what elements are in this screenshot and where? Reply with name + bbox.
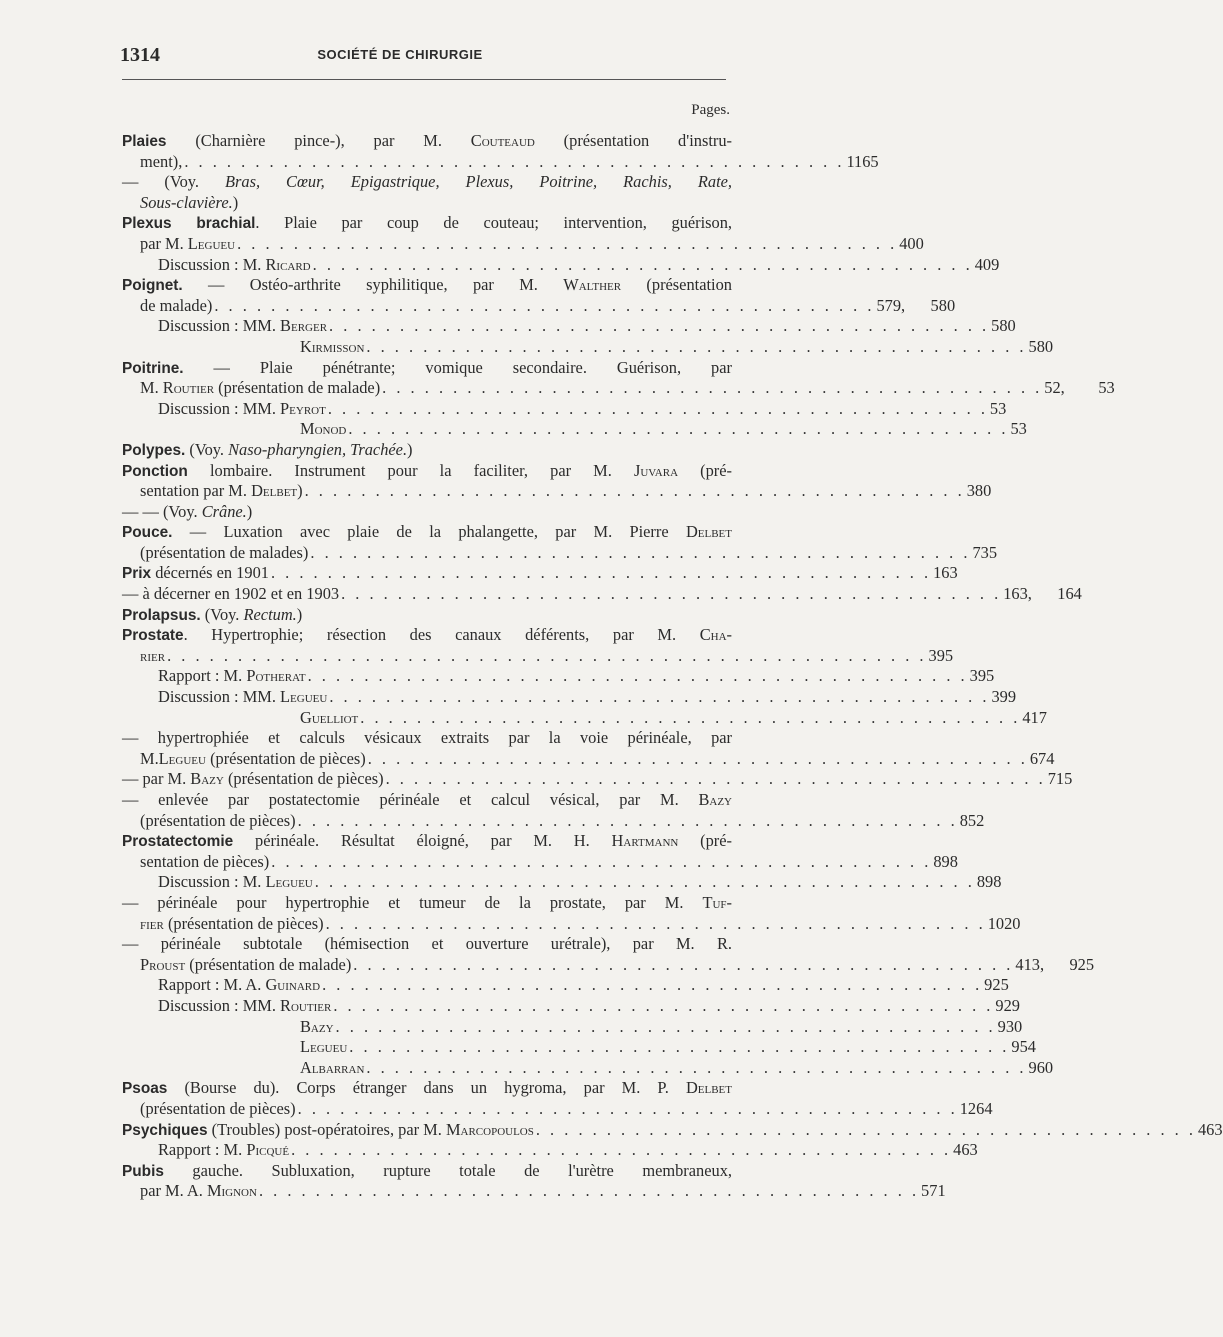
- page-ref: 417: [1022, 707, 1047, 727]
- page-ref: 380: [966, 481, 992, 501]
- index-entry-line: [122, 254, 1000, 276]
- leader-dots: . . . . . . . . . . . . . . . . . . . . . . . . . . . . . . . . . . . . . . . . . . . . . . .: [348, 419, 1009, 439]
- leader-dots: . . . . . . . . . . . . . . . . . . . . . . . . . . . . . . . . . . . . . . . . . . . . . . .: [333, 995, 994, 1015]
- leader-dots: . . . . . . . . . . . . . . . . . . . . . . . . . . . . . . . . . . . . . . . . . . . . . . .: [237, 233, 898, 253]
- page-ref: 674: [1029, 748, 1055, 768]
- entry-text: ment),: [140, 151, 183, 171]
- author-name: Bazy: [698, 790, 732, 809]
- entry-text: ): [232, 192, 239, 212]
- index-entry-line: [122, 1140, 978, 1161]
- leader-dots: . . . . . . . . . . . . . . . . . . . . . . . . . . . . . . . . . . . . . . . . . . . . . . .: [535, 1119, 1196, 1139]
- index-entry-line: [122, 584, 1082, 605]
- entry-text: — enlevée par postatectomie périnéale et calcul vésical, par M.: [122, 790, 699, 809]
- index-entries: [122, 131, 1223, 1202]
- entry-text: gauche. Subluxation, rupture totale de l'urètre membraneux,: [163, 1160, 732, 1180]
- entry-text: — hypertrophiée et calculs vésicaux extraits par la voie périnéale, par: [122, 728, 732, 748]
- entry-text: — Plaie pénétrante; vomique secondaire. Guérison, par: [183, 357, 732, 377]
- page-ref: 1264: [959, 1098, 993, 1118]
- index-entry-line: [122, 563, 958, 584]
- entry-text: sentation par M.: [140, 481, 252, 501]
- page-ref: 580: [991, 316, 1016, 336]
- index-entry-line: [122, 172, 732, 193]
- header-rule: [122, 79, 726, 80]
- author-name: Albarran: [300, 1057, 365, 1077]
- entry-text: (présentation de pièces): [140, 1098, 296, 1118]
- author-name: Ricard: [265, 254, 311, 274]
- index-entry-line: [122, 522, 732, 543]
- entry-text: . Hypertrophie; résection des canaux déférents, par M.: [183, 625, 700, 645]
- page-ref: 409: [974, 254, 1000, 274]
- index-entry-line: [122, 625, 732, 646]
- entry-text: (présentation de malade): [214, 378, 381, 398]
- index-entry-line: [122, 233, 924, 255]
- leader-dots: . . . . . . . . . . . . . . . . . . . . . . . . . . . . . . . . . . . . . . . . . . . . . . .: [258, 1181, 920, 1201]
- leader-dots: . . . . . . . . . . . . . . . . . . . . . . . . . . . . . . . . . . . . . . . . . . . . . . .: [297, 1098, 958, 1118]
- author-name: Guinard: [265, 975, 321, 995]
- author-name: Legueu: [300, 1037, 348, 1057]
- entry-keyword: Pubis: [122, 1162, 164, 1180]
- index-entry-line: [122, 893, 732, 914]
- page-ref: 852: [959, 810, 985, 830]
- index-entry-line: [122, 502, 732, 523]
- leader-dots: . . . . . . . . . . . . . . . . . . . . . . . . . . . . . . . . . . . . . . . . . . . . . . .: [312, 254, 973, 274]
- page-ref: 399: [991, 687, 1017, 707]
- index-entry-line: [122, 748, 1055, 770]
- leader-dots: . . . . . . . . . . . . . . . . . . . . . . . . . . . . . . . . . . . . . . . . . . . . . . .: [360, 707, 1021, 727]
- entry-keyword: Prolapsus.: [122, 606, 201, 624]
- leader-dots: . . . . . . . . . . . . . . . . . . . . . . . . . . . . . . . . . . . . . . . . . . . . . . .: [297, 810, 958, 830]
- leader-dots: . . . . . . . . . . . . . . . . . . . . . . . . . . . . . . . . . . . . . . . . . . . . . . .: [329, 316, 990, 336]
- index-entry-line: [122, 605, 732, 626]
- index-entry-line: [122, 934, 732, 955]
- page-ref: 898: [933, 851, 958, 871]
- index-entry-line: [122, 666, 995, 687]
- leader-dots: . . . . . . . . . . . . . . . . . . . . . . . . . . . . . . . . . . . . . . . . . . . . . . .: [327, 398, 988, 418]
- index-entry-line: [122, 193, 732, 214]
- index-entry-line: [122, 872, 1002, 893]
- pages-label: Pages.: [691, 102, 730, 118]
- author-name: Cha-: [699, 625, 732, 645]
- page-ref: 395: [969, 666, 995, 686]
- entry-text: — à décerner en 1902 et en 1903: [122, 584, 340, 604]
- page-ref: 163: [933, 563, 958, 583]
- page-ref: 1165: [846, 151, 879, 171]
- entry-keyword: Plexus brachial: [122, 215, 256, 233]
- page-ref: 53: [1010, 419, 1027, 439]
- entry-text: (présentation de pièces): [223, 769, 384, 789]
- entry-text: — Ostéo-arthrite syphilitique, par M.: [182, 275, 564, 295]
- entry-text: (présentation de pièces): [205, 748, 366, 768]
- entry-text: — Luxation avec plaie de la phalangette, par M. Pierre: [172, 522, 686, 542]
- author-name: Tuf-: [702, 892, 732, 912]
- cross-reference: Naso-pharyngien, Trachée.: [228, 439, 408, 459]
- index-entry-line: [122, 769, 1073, 790]
- running-title: SOCIÉTÉ DE CHIRURGIE: [317, 47, 483, 62]
- leader-dots: . . . . . . . . . . . . . . . . . . . . . . . . . . . . . . . . . . . . . . . . . . . . . . .: [310, 542, 971, 562]
- index-entry-line: [122, 1078, 732, 1099]
- author-name: Couteaud: [470, 131, 535, 150]
- cross-reference: Bras, Cœur, Epigastrique, Plexus, Poitrine, Rachis, Rate,: [225, 172, 732, 192]
- leader-dots: . . . . . . . . . . . . . . . . . . . . . . . . . . . . . . . . . . . . . . . . . . . . . . .: [385, 769, 1046, 789]
- author-name: Legueu: [187, 233, 236, 253]
- entry-text: Rapport : M.: [158, 666, 247, 686]
- leader-dots: . . . . . . . . . . . . . . . . . . . . . . . . . . . . . . . . . . . . . . . . . . . . . . .: [382, 378, 1043, 398]
- index-entry-line: [122, 707, 1047, 729]
- entry-text: — périnéale pour hypertrophie et tumeur de la prostate, par M.: [122, 892, 703, 912]
- author-name: Marcopoulos: [445, 1119, 534, 1139]
- author-name: Delbet: [251, 481, 298, 501]
- leader-dots: . . . . . . . . . . . . . . . . . . . . . . . . . . . . . . . . . . . . . . . . . . . . . . .: [349, 1037, 1010, 1057]
- page-number: 1314: [120, 44, 160, 66]
- author-name: Berger: [280, 316, 328, 336]
- page-ref: 960: [1028, 1057, 1054, 1077]
- entry-text: M.: [140, 748, 159, 768]
- entry-text: Discussion : MM.: [158, 398, 281, 418]
- leader-dots: . . . . . . . . . . . . . . . . . . . . . . . . . . . . . . . . . . . . . . . . . . . . . . .: [341, 584, 1002, 604]
- page-ref: 930: [997, 1016, 1023, 1036]
- page-ref: 571: [921, 1181, 946, 1201]
- entry-text: (présentation d'instru-: [534, 131, 732, 150]
- page-ref: 164: [1057, 584, 1082, 604]
- entry-text: Discussion : MM.: [158, 995, 281, 1015]
- entry-text: Discussion : MM.: [158, 687, 281, 707]
- index-entry-line: [122, 975, 1009, 996]
- leader-dots: . . . . . . . . . . . . . . . . . . . . . . . . . . . . . . . . . . . . . . . . . . . . . . .: [329, 687, 990, 707]
- author-name: Guelliot: [300, 707, 359, 727]
- author-name: Routier: [162, 378, 215, 398]
- page-ref: 925: [1069, 954, 1095, 974]
- page-ref: 463: [953, 1140, 978, 1160]
- index-entry-line: [122, 645, 954, 667]
- page-ref: 925: [984, 975, 1009, 995]
- index-entry-line: [122, 295, 956, 317]
- entry-text: Discussion : MM.: [158, 316, 281, 336]
- entry-keyword: Prostate: [122, 627, 184, 645]
- page-ref: 395: [928, 645, 954, 665]
- entry-text: Discussion : M.: [158, 872, 266, 892]
- entry-text: (Bourse du). Corps étranger dans un hygroma, par M. P.: [167, 1078, 686, 1098]
- leader-dots: . . . . . . . . . . . . . . . . . . . . . . . . . . . . . . . . . . . . . . . . . . . . . . .: [366, 1057, 1027, 1077]
- page-ref: 929: [995, 995, 1020, 1015]
- index-entry-line: [122, 398, 1007, 420]
- entry-text: de malade): [140, 295, 213, 315]
- entry-text: — (Voy.: [122, 172, 225, 192]
- author-name: Hartmann: [611, 831, 679, 851]
- author-name: Proust: [140, 954, 186, 974]
- entry-text: (pré-: [678, 831, 732, 851]
- leader-dots: . . . . . . . . . . . . . . . . . . . . . . . . . . . . . . . . . . . . . . . . . . . . . . .: [304, 481, 965, 501]
- index-entry-line: [122, 1098, 993, 1120]
- leader-dots: . . . . . . . . . . . . . . . . . . . . . . . . . . . . . . . . . . . . . . . . . . . . . . .: [366, 336, 1027, 356]
- index-entry-line: [122, 1161, 732, 1182]
- cross-reference: Crâne.: [201, 501, 247, 521]
- leader-dots: . . . . . . . . . . . . . . . . . . . . . . . . . . . . . . . . . . . . . . . . . . . . . . . . . . . . . .: [167, 645, 927, 665]
- index-entry-line: [122, 851, 958, 873]
- entry-keyword: Ponction: [122, 462, 188, 480]
- entry-text: décernés en 1901: [151, 563, 269, 583]
- entry-text: — par M.: [122, 769, 191, 789]
- page-ref: 1020: [987, 913, 1021, 933]
- page-ref: 52,: [1044, 378, 1065, 398]
- page-ref: 463: [1197, 1119, 1223, 1139]
- index-entry-line: [122, 316, 1016, 337]
- index-entry-line: [122, 1016, 1023, 1038]
- index-entry-line: [122, 995, 1020, 1017]
- index-entry-line: [122, 378, 1115, 399]
- page-ref: 898: [976, 872, 1002, 892]
- page-ref: 735: [972, 542, 998, 562]
- index-entry-line: [122, 913, 1021, 935]
- entry-text: Rapport : M.: [158, 1140, 247, 1160]
- page-ref: 53: [989, 398, 1007, 418]
- index-entry-line: [122, 954, 1095, 976]
- index-entry-line: [122, 728, 732, 749]
- leader-dots: . . . . . . . . . . . . . . . . . . . . . . . . . . . . . . . . . . . . . . . . . . . . . . .: [322, 975, 983, 995]
- leader-dots: . . . . . . . . . . . . . . . . . . . . . . . . . . . . . . . . . . . . . . . . . . . . . . .: [325, 913, 986, 933]
- index-entry-line: [122, 481, 992, 502]
- index-entry-line: [122, 151, 879, 173]
- index-entry-line: [122, 1181, 946, 1202]
- leader-dots: . . . . . . . . . . . . . . . . . . . . . . . . . . . . . . . . . . . . . . . . . . . . . . .: [184, 151, 845, 171]
- entry-keyword: Plaies: [122, 133, 167, 150]
- leader-dots: . . . . . . . . . . . . . . . . . . . . . . . . . . . . . . . . . . . . . . . . . . . . . . .: [307, 666, 968, 686]
- author-name: fier: [140, 913, 164, 933]
- index-entry-line: [122, 275, 732, 296]
- entry-text: (Voy.: [185, 439, 229, 459]
- page-ref: 53: [1098, 378, 1115, 398]
- entry-text: (présentation de pièces): [140, 810, 296, 830]
- entry-text: ): [297, 481, 303, 501]
- page-ref: 163,: [1003, 584, 1032, 604]
- author-name: Legueu: [158, 748, 206, 768]
- author-name: Legueu: [280, 687, 328, 707]
- page-ref: 580: [1028, 336, 1054, 356]
- index-entry-line: [122, 358, 732, 379]
- entry-text: — périnéale subtotale (hémisection et ouverture urétrale), par M. R.: [122, 934, 732, 954]
- index-entry-line: [122, 542, 998, 564]
- entry-text: (présentation de malade): [185, 954, 352, 974]
- page-ref: 580: [930, 295, 956, 315]
- entry-text: lombaire. Instrument pour la faciliter, par M.: [187, 460, 634, 480]
- entry-text: Rapport : M. A.: [158, 975, 266, 995]
- entry-keyword: Prix: [122, 565, 152, 583]
- index-entry-line: [122, 810, 985, 832]
- leader-dots: . . . . . . . . . . . . . . . . . . . . . . . . . . . . . . . . . . . . . . . . . . . . . . .: [353, 954, 1014, 974]
- page-ref: 715: [1047, 769, 1073, 789]
- index-entry-line: [122, 336, 1054, 358]
- entry-text: M.: [140, 378, 163, 398]
- entry-text: (Troubles) post-opératoires, par M.: [207, 1119, 446, 1139]
- entry-text: (Voy.: [200, 604, 244, 624]
- entry-keyword: Poignet.: [122, 277, 183, 295]
- author-name: Bazy: [300, 1016, 334, 1036]
- index-entry-line: [122, 1057, 1054, 1079]
- cross-reference: Rectum.: [243, 604, 297, 624]
- leader-dots: . . . . . . . . . . . . . . . . . . . . . . . . . . . . . . . . . . . . . . . . . . . . . . .: [271, 851, 932, 871]
- author-name: Mignon: [206, 1181, 257, 1201]
- entry-text: (présentation: [621, 275, 732, 295]
- page-ref: 579,: [876, 295, 906, 315]
- entry-text: périnéale. Résultat éloigné, par M. H.: [233, 831, 612, 851]
- index-entry-line: [122, 687, 1017, 708]
- entry-text: Discussion : M.: [158, 254, 266, 274]
- entry-text: . Plaie par coup de couteau; intervention, guérison,: [255, 213, 732, 233]
- entry-keyword: Psoas: [122, 1080, 168, 1098]
- entry-keyword: Poitrine.: [122, 359, 184, 377]
- entry-text: ): [246, 501, 253, 521]
- entry-text: (présentation de pièces): [163, 913, 324, 933]
- index-entry-line: [122, 1037, 1036, 1058]
- author-name: Peyrot: [280, 398, 326, 418]
- leader-dots: . . . . . . . . . . . . . . . . . . . . . . . . . . . . . . . . . . . . . . . . . . . . . . .: [314, 872, 975, 892]
- index-entry-line: [122, 790, 732, 811]
- index-entry-line: [122, 213, 732, 234]
- index-entry-line: [122, 440, 732, 461]
- cross-reference: Sous-clavière.: [140, 192, 233, 212]
- author-name: Picqué: [246, 1140, 290, 1160]
- entry-keyword: Prostatectomie: [122, 833, 234, 851]
- entry-text: — — (Voy.: [122, 501, 202, 521]
- author-name: Delbet: [685, 1078, 732, 1098]
- leader-dots: . . . . . . . . . . . . . . . . . . . . . . . . . . . . . . . . . . . . . . . . . . . . . . .: [367, 748, 1028, 768]
- page-ref: 954: [1011, 1037, 1036, 1057]
- entry-text: sentation de pièces): [140, 851, 270, 871]
- page-ref: 413,: [1015, 954, 1045, 974]
- author-name: rier: [140, 645, 166, 665]
- index-entry-line: [122, 831, 732, 852]
- author-name: Routier: [280, 995, 332, 1015]
- author-name: Kirmisson: [300, 336, 365, 356]
- entry-text: (pré-: [678, 460, 732, 480]
- entry-text: ): [296, 604, 303, 624]
- leader-dots: . . . . . . . . . . . . . . . . . . . . . . . . . . . . . . . . . . . . . . . . . . . . . . .: [291, 1140, 952, 1160]
- entry-keyword: Psychiques: [122, 1121, 208, 1139]
- author-name: Juvara: [633, 460, 679, 480]
- leader-dots: . . . . . . . . . . . . . . . . . . . . . . . . . . . . . . . . . . . . . . . . . . . . . . .: [270, 563, 932, 583]
- index-entry-line: [122, 1119, 1223, 1141]
- leader-dots: . . . . . . . . . . . . . . . . . . . . . . . . . . . . . . . . . . . . . . . . . . . . . . .: [214, 295, 875, 315]
- index-entry-line: [122, 131, 732, 152]
- entry-text: ): [407, 439, 413, 459]
- entry-text: par M. A.: [140, 1181, 207, 1201]
- author-name: Delbet: [685, 522, 732, 542]
- entry-keyword: Polypes.: [122, 441, 186, 459]
- page-ref: 400: [899, 233, 924, 253]
- author-name: Bazy: [190, 769, 224, 789]
- author-name: Legueu: [265, 872, 313, 892]
- entry-keyword: Pouce.: [122, 524, 173, 542]
- author-name: Monod: [300, 419, 347, 439]
- index-entry-line: [122, 461, 732, 482]
- entry-text: (présentation de malades): [140, 542, 309, 562]
- index-entry-line: [122, 419, 1027, 440]
- entry-text: par M.: [140, 233, 188, 253]
- author-name: Potherat: [246, 666, 306, 686]
- author-name: Walther: [563, 275, 622, 295]
- leader-dots: . . . . . . . . . . . . . . . . . . . . . . . . . . . . . . . . . . . . . . . . . . . . . . .: [335, 1016, 996, 1036]
- entry-text: (Charnière pince-), par M.: [166, 131, 471, 150]
